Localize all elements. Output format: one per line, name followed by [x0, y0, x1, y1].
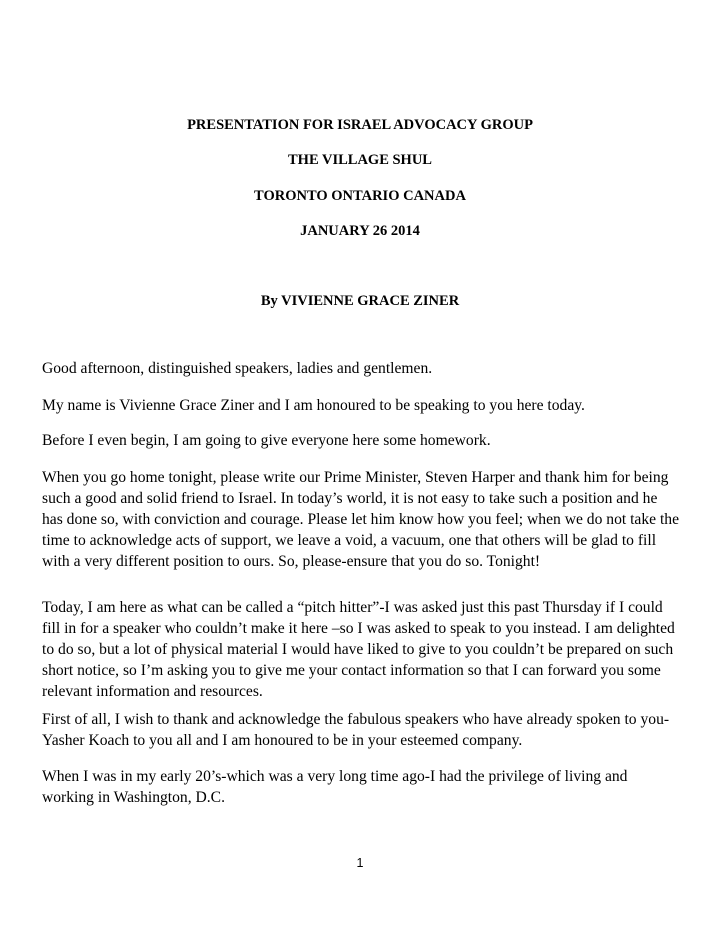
paragraph: When you go home tonight, please write our Prime Minister, Steven Harper and thank him for being such a good and solid friend to Israel. In today’s world, it is not easy to take such a position and he has done so, with conviction and courage. Please let him know how you feel; when we do not take the time to acknowledge acts of support, we leave a void, a vacuum, one that others will be glad to fill with a very different position to ours. So, please-ensure that you do so. Tonight! [42, 469, 680, 570]
paragraph: My name is Vivienne Grace Ziner and I am honoured to be speaking to you here today. [42, 397, 585, 414]
paragraph: Good afternoon, distinguished speakers, ladies and gentlemen. [42, 360, 433, 377]
location-heading: TORONTO ONTARIO CANADA [254, 188, 466, 204]
byline: By VIVIENNE GRACE ZINER [260, 293, 460, 309]
page-number: 1 [356, 856, 364, 870]
paragraph: First of all, I wish to thank and acknowledge the fabulous speakers who have already spoken to you- Yasher Koach to you all and I am honoured to be in your esteemed company. [42, 711, 670, 749]
paragraph: Before I even begin, I am going to give everyone here some homework. [42, 432, 491, 449]
document-title: PRESENTATION FOR ISRAEL ADVOCACY GROUP [187, 117, 533, 133]
paragraph: Today, I am here as what can be called a “pitch hitter”-I was asked just this past Thursday if I could fill in for a speaker who couldn’t make it here –so I was asked to speak to you instead. I am delighted to do so, but a lot of physical material I would have liked to give to you couldn’t be prepared on such short notice, so I’m asking you to give me your contact information so that I can forward you some relevant information and resources. [42, 599, 675, 700]
date-heading: JANUARY 26 2014 [300, 223, 420, 239]
venue-heading: THE VILLAGE SHUL [288, 152, 432, 168]
paragraph: When I was in my early 20’s-which was a very long time ago-I had the privilege of living and working in Washington, D.C. [42, 768, 628, 806]
